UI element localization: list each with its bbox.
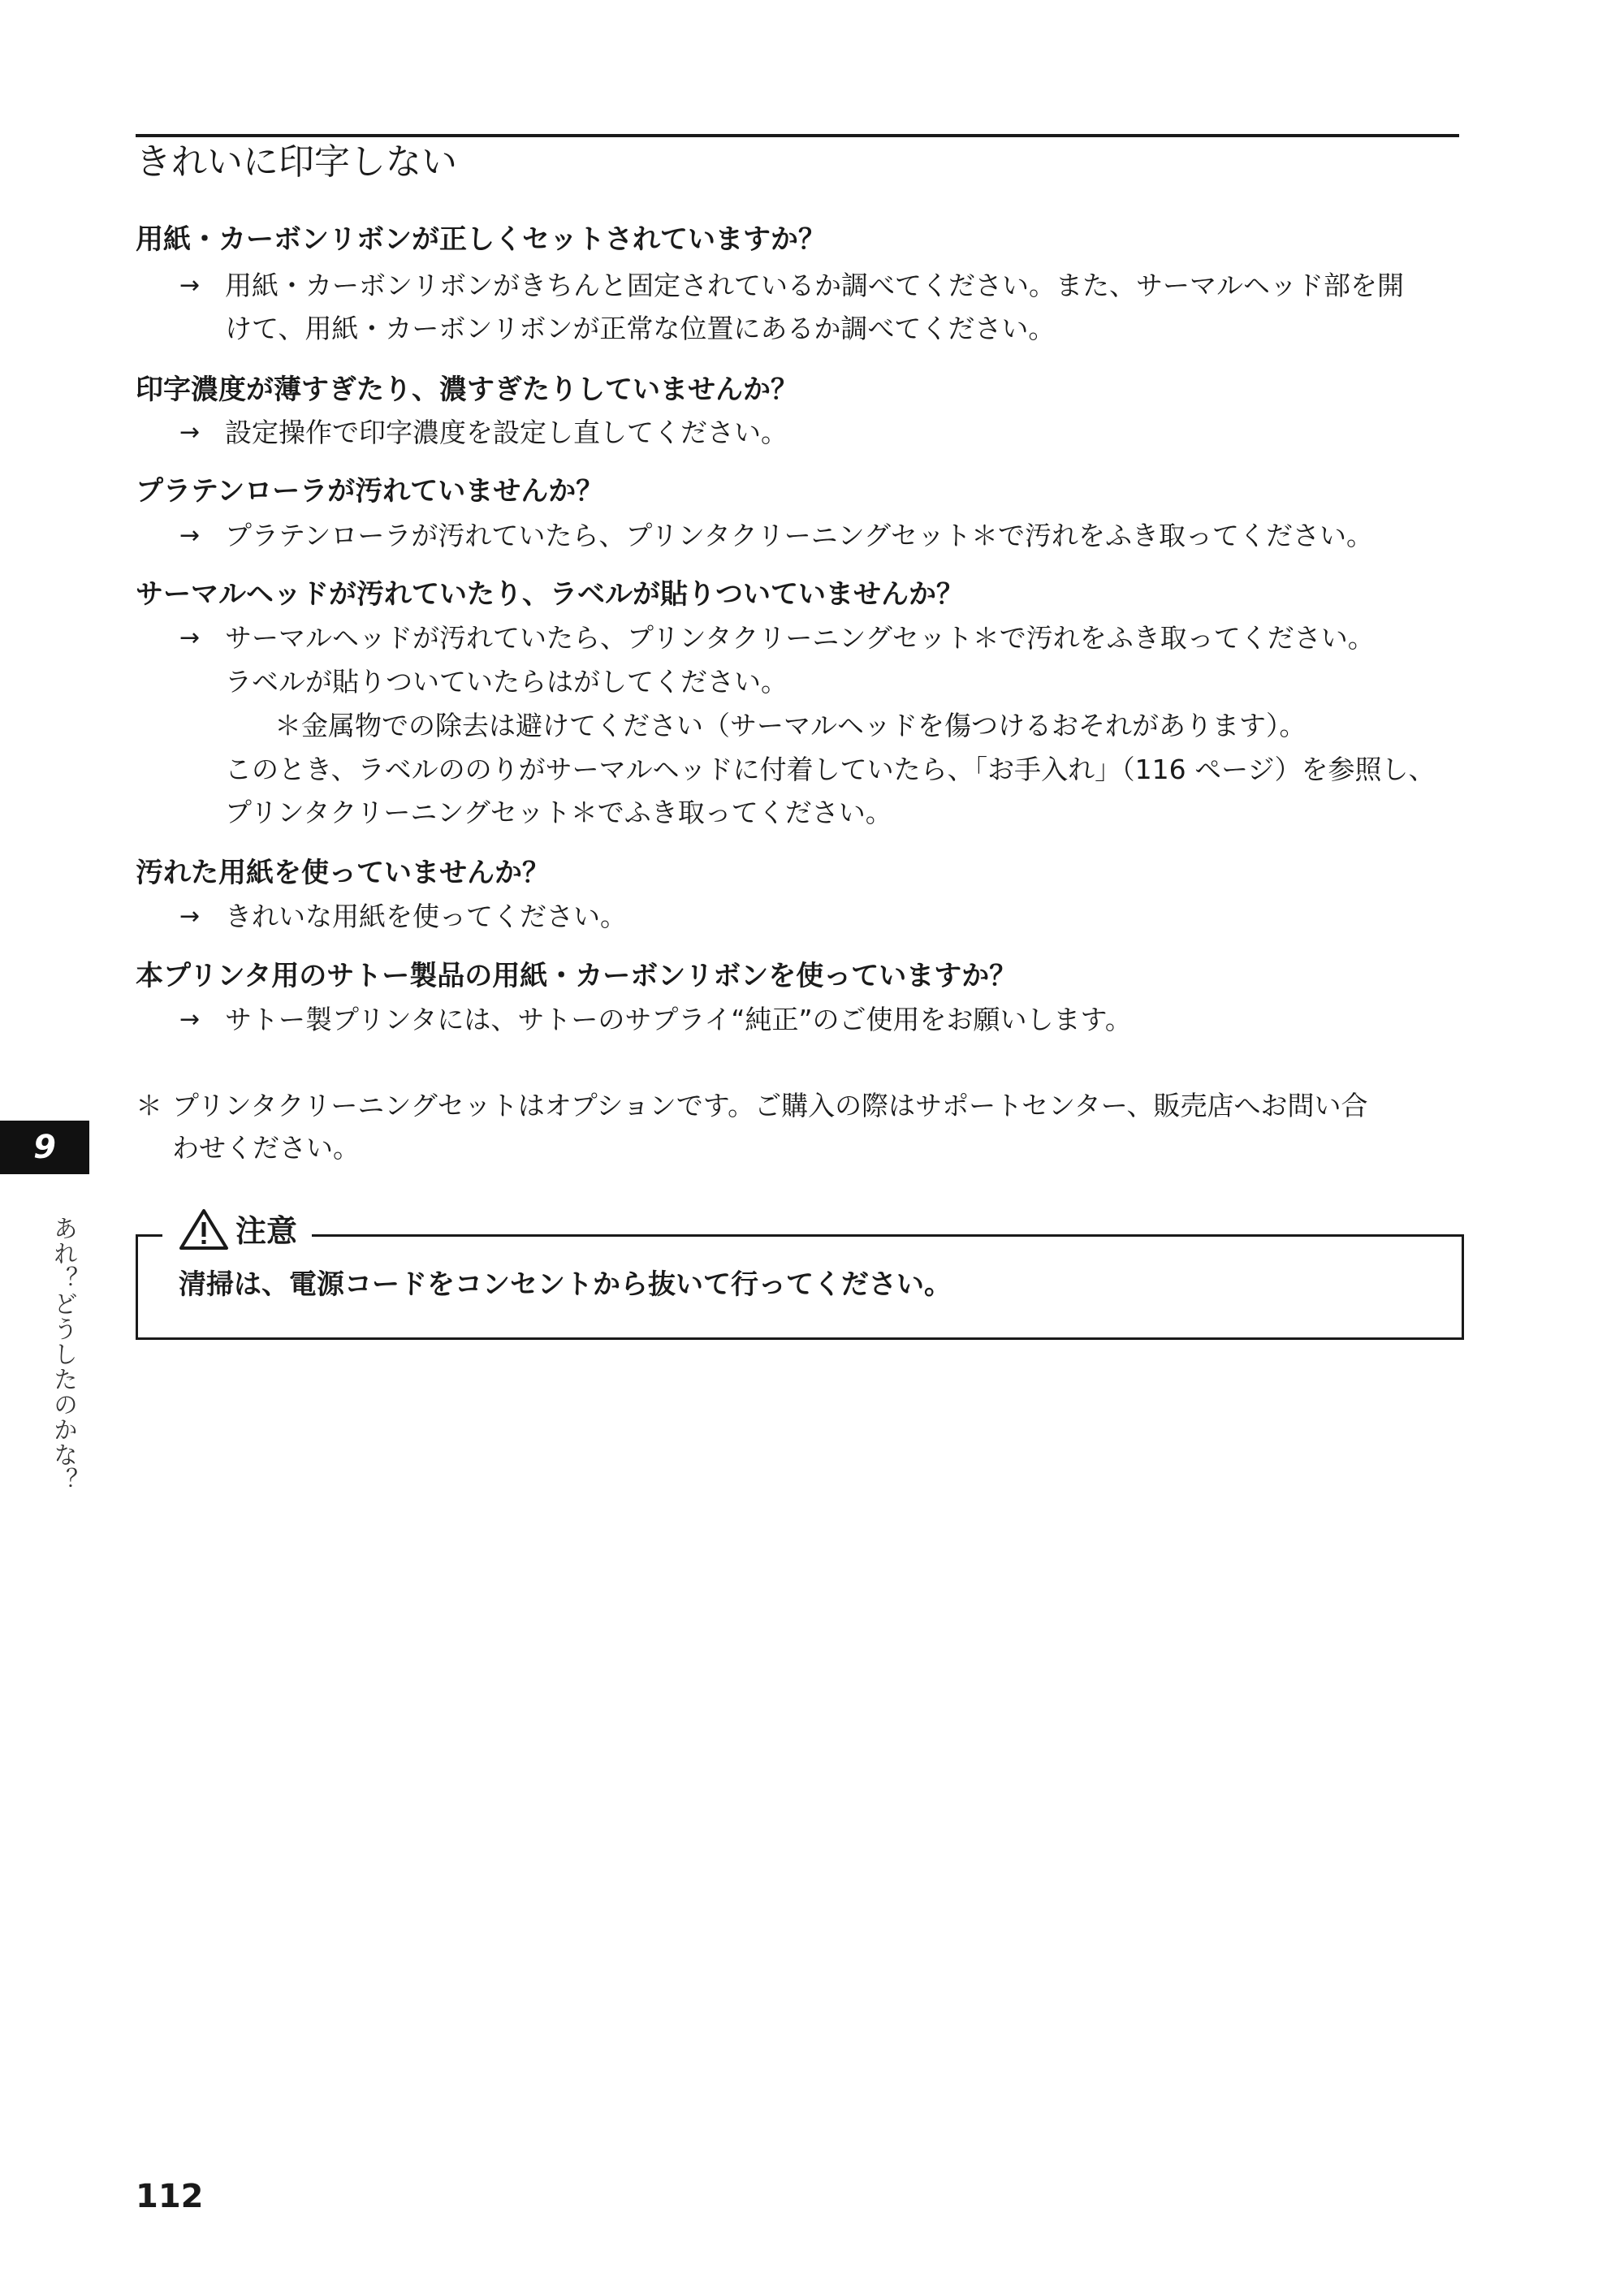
answer-4-line-2: ラベルが貼りついていたらはがしてください。 bbox=[225, 666, 788, 698]
warning-triangle-icon bbox=[179, 1208, 229, 1254]
arrow-icon: → bbox=[179, 902, 201, 931]
answer-1-line-1: 用紙・カーボンリボンがきちんと固定されているか調べてください。また、サーマルヘッド部を開 bbox=[225, 270, 1404, 301]
footnote-line-2: わせください。 bbox=[172, 1132, 360, 1164]
caution-text: 清掃は、電源コードをコンセントから抜いて行ってください。 bbox=[179, 1268, 952, 1301]
answer-6-line-1: サトー製プリンタには、サトーのサプライ“純正”のご使用をお願いします。 bbox=[225, 1004, 1132, 1035]
question-1: 用紙・カーボンリボンが正しくセットされていますか？ bbox=[136, 223, 826, 256]
question-5: 汚れた用紙を使っていませんか？ bbox=[136, 857, 550, 889]
arrow-icon: → bbox=[179, 418, 201, 447]
answer-2-line-1: 設定操作で印字濃度を設定し直してください。 bbox=[225, 417, 788, 448]
page-number: 112 bbox=[136, 2178, 204, 2215]
footnote-mark: ＊ bbox=[136, 1090, 162, 1121]
answer-4-line-4: プリンタクリーニングセット＊でふき取ってください。 bbox=[225, 797, 892, 828]
title-rule bbox=[136, 134, 1459, 137]
answer-4-line-3: このとき、ラベルののりがサーマルヘッドに付着していたら、「お手入れ」（116 ページ）を参照し、 bbox=[225, 754, 1436, 785]
arrow-icon: → bbox=[179, 624, 201, 652]
answer-1-line-2: けて、用紙・カーボンリボンが正常な位置にあるか調べてください。 bbox=[225, 313, 1056, 344]
section-title: きれいに印字しない bbox=[136, 141, 457, 183]
arrow-icon: → bbox=[179, 271, 201, 300]
question-2: 印字濃度が薄すぎたり、濃すぎたりしていませんか？ bbox=[136, 374, 798, 406]
question-6: 本プリンタ用のサトー製品の用紙・カーボンリボンを使っていますか？ bbox=[136, 960, 1017, 992]
caution-header bbox=[162, 1208, 312, 1254]
answer-4-line-1: サーマルヘッドが汚れていたら、プリンタクリーニングセット＊で汚れをふき取ってください。 bbox=[225, 622, 1375, 654]
footnote-line-1: プリンタクリーニングセットはオプションです。ご購入の際はサポートセンター、販売店へお問い合 bbox=[172, 1090, 1368, 1121]
chapter-tab: 9 bbox=[0, 1121, 89, 1174]
chapter-side-text: あれ？どうしたのかな？ bbox=[49, 1216, 77, 1493]
arrow-icon: → bbox=[179, 521, 201, 550]
question-4: サーマルヘッドが汚れていたり、ラベルが貼りついていませんか？ bbox=[136, 578, 964, 611]
arrow-icon: → bbox=[179, 1005, 201, 1034]
answer-3-line-1: プラテンローラが汚れていたら、プリンタクリーニングセット＊で汚れをふき取ってください。 bbox=[225, 520, 1374, 551]
answer-5-line-1: きれいな用紙を使ってください。 bbox=[225, 901, 627, 932]
caution-label: 注意 bbox=[235, 1213, 298, 1249]
answer-4-note: ＊金属物での除去は避けてください（サーマルヘッドを傷つけるおそれがあります）。 bbox=[274, 710, 1307, 741]
question-3: プラテンローラが汚れていませんか？ bbox=[136, 475, 604, 508]
